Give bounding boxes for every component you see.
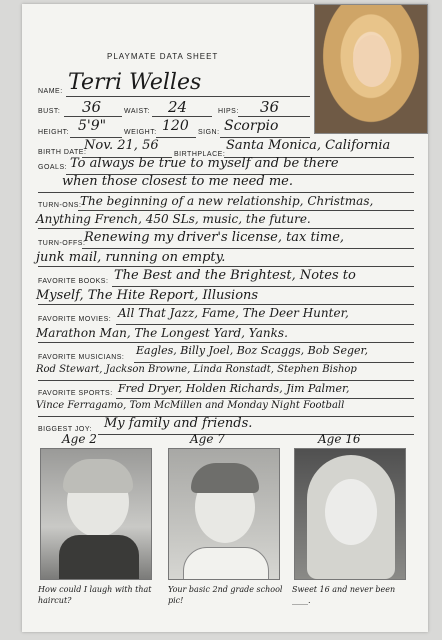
favorite-movies-line1 [116, 324, 414, 325]
data-sheet [22, 4, 428, 632]
age-label-1: Age 2 [62, 432, 97, 446]
turn-offs-line1 [82, 248, 414, 249]
favorite-books-line2 [38, 304, 414, 305]
favorite-books-label: FAVORITE BOOKS: [38, 278, 109, 285]
childhood-photo-age-16 [294, 448, 406, 580]
waist-label: WAIST: [124, 108, 151, 115]
favorite-musicians-line1 [134, 362, 414, 363]
birth-date-label: BIRTH DATE: [38, 149, 87, 156]
favorite-sports-value-line2: Vince Ferragamo, Tom McMillen and Monday Night Football [36, 400, 345, 411]
favorite-sports-value-line1: Fred Dryer, Holden Richards, Jim Palmer, [118, 382, 350, 395]
favorite-movies-value-line2: Marathon Man, The Longest Yard, Yanks. [36, 326, 288, 340]
biggest-joy-line [98, 434, 414, 435]
name-line [66, 96, 310, 97]
favorite-sports-label: FAVORITE SPORTS: [38, 390, 113, 397]
bust-value: 36 [82, 98, 102, 116]
favorite-books-value-line2: Myself, The Hite Report, Illusions [36, 288, 259, 303]
caption-1: How could I laugh with that haircut? [38, 585, 152, 605]
turn-ons-label: TURN-ONS: [38, 202, 82, 209]
turn-ons-value-line1: The beginning of a new relationship, Christmas, [80, 194, 374, 208]
height-label: HEIGHT: [38, 129, 70, 136]
favorite-musicians-label: FAVORITE MUSICIANS: [38, 354, 125, 361]
caption-3: Sweet 16 and never been ____. [292, 585, 396, 605]
name-label: NAME: [38, 88, 63, 95]
hips-label: HIPS: [218, 108, 239, 115]
age-label-2: Age 7 [190, 432, 225, 446]
birth-date-value: Nov. 21, 56 [84, 138, 159, 153]
favorite-musicians-value-line2: Rod Stewart, Jackson Browne, Linda Ronstadt, Stephen Bishop [36, 364, 357, 375]
goals-line2 [38, 192, 414, 193]
favorite-movies-value-line1: All That Jazz, Fame, The Deer Hunter, [118, 306, 349, 320]
headshot-photo [314, 4, 428, 134]
biggest-joy-label: BIGGEST JOY: [38, 426, 93, 433]
hips-line [238, 116, 310, 117]
turn-offs-line2 [38, 266, 414, 267]
biggest-joy-value: My family and friends. [104, 416, 253, 431]
turn-offs-value-line2: junk mail, running on empty. [36, 250, 226, 265]
turn-ons-line2 [38, 228, 414, 229]
birthplace-value: Santa Monica, California [226, 138, 391, 153]
favorite-books-line1 [112, 286, 414, 287]
name-value: Terri Welles [68, 70, 202, 95]
birthplace-label: BIRTHPLACE: [174, 151, 226, 158]
hips-value: 36 [260, 98, 280, 116]
favorite-movies-label: FAVORITE MOVIES: [38, 316, 112, 323]
childhood-photo-age-7 [168, 448, 280, 580]
turn-offs-value-line1: Renewing my driver's license, tax time, [84, 230, 345, 245]
goals-value-line1: To always be true to myself and be there [70, 156, 339, 171]
headshot-face [353, 35, 391, 87]
favorite-books-value-line1: The Best and the Brightest, Notes to [114, 268, 356, 283]
sign-label: SIGN: [198, 129, 220, 136]
favorite-musicians-line2 [38, 380, 414, 381]
sheet-title: PLAYMATE DATA SHEET [107, 52, 219, 61]
weight-value: 120 [162, 118, 189, 134]
waist-value: 24 [168, 98, 188, 116]
turn-ons-line1 [78, 210, 414, 211]
bust-line [64, 116, 122, 117]
caption-2: Your basic 2nd grade school pic! [168, 585, 283, 605]
goals-value-line2: when those closest to me need me. [62, 174, 293, 189]
weight-label: WEIGHT: [124, 129, 157, 136]
turn-offs-label: TURN-OFFS: [38, 240, 86, 247]
turn-ons-value-line2: Anything French, 450 SLs, music, the future. [36, 212, 311, 226]
waist-line [152, 116, 212, 117]
weight-line [156, 137, 196, 138]
goals-label: GOALS: [38, 164, 68, 171]
childhood-photo-age-2 [40, 448, 152, 580]
age-label-3: Age 16 [318, 432, 361, 446]
favorite-musicians-value-line1: Eagles, Billy Joel, Boz Scaggs, Bob Seger, [136, 344, 369, 357]
favorite-sports-line1 [116, 398, 414, 399]
height-value: 5'9" [78, 118, 107, 134]
bust-label: BUST: [38, 108, 61, 115]
favorite-movies-line2 [38, 342, 414, 343]
sign-value: Scorpio [224, 118, 279, 134]
